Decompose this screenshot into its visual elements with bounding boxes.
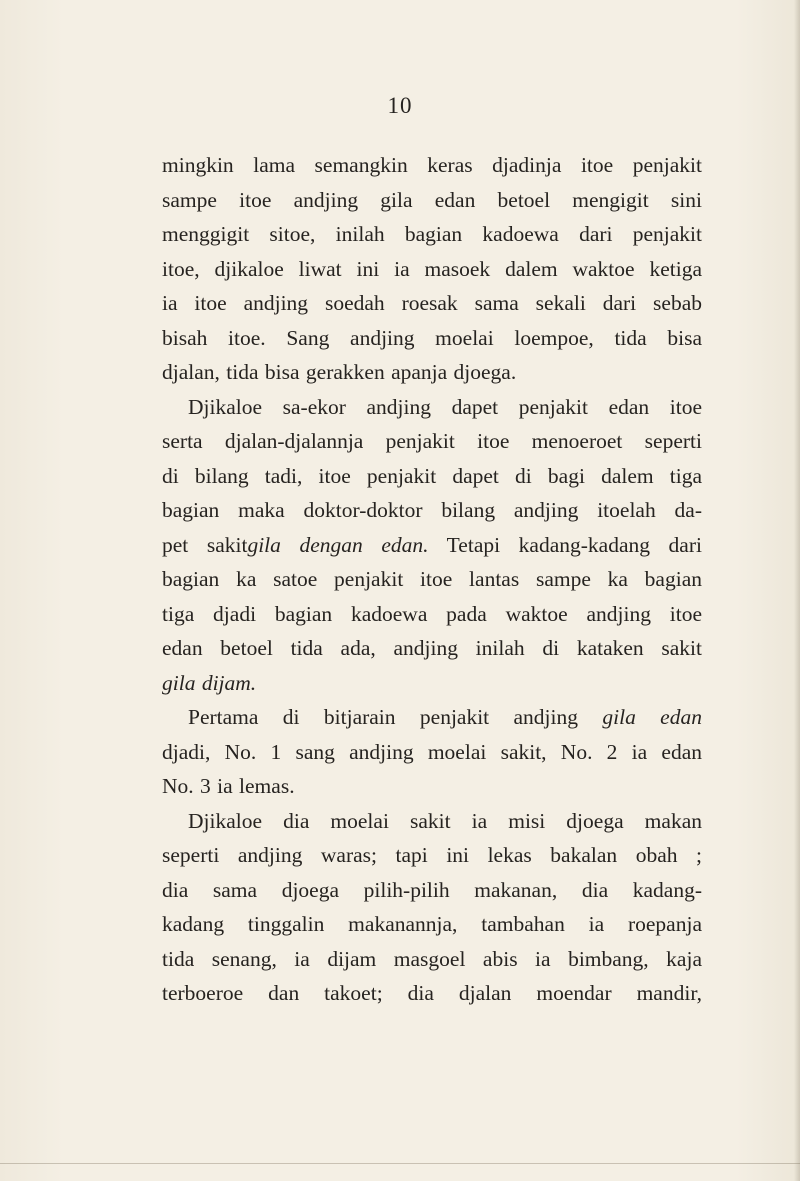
text-line [162, 459, 702, 494]
text-line [162, 700, 702, 735]
italic-text-segment: gila dengan edan. [247, 532, 429, 557]
text-segment: terboeroe dan takoet; dia djalan moendar mandir, [162, 981, 702, 1005]
text-line [162, 321, 702, 356]
page-edge-shadow [794, 0, 800, 1181]
text-segment: tiga djadi bagian kadoewa pada waktoe andjing itoe [162, 601, 702, 626]
text-segment: serta djalan-djalannja penjakit itoe menoeroet seperti [162, 429, 702, 453]
text-segment: kadang tinggalin makanannja, tambahan ia roepanja [162, 912, 702, 936]
text-line [162, 838, 702, 873]
text-segment: Djikaloe dia moelai sakit ia misi djoega makan [188, 808, 702, 833]
text-segment: bagian maka doktor-doktor bilang andjing itoelah da- [162, 498, 702, 522]
text-line [162, 493, 702, 528]
text-line [162, 597, 702, 632]
text-segment: Tetapi kadang-kadang dari [428, 532, 702, 557]
text-segment: itoe, djikaloe liwat ini ia masoek dalem waktoe ketiga [162, 256, 702, 281]
text-line [162, 976, 702, 1011]
text-line [162, 631, 702, 666]
text-segment: Pertama di bitjarain penjakit andjing [188, 705, 603, 729]
text-line [162, 942, 702, 977]
text-segment: edan betoel tida ada, andjing inilah di kataken sakit [162, 636, 702, 660]
text-line [162, 424, 702, 459]
text-line [162, 562, 702, 597]
text-line [162, 804, 702, 839]
text-line [162, 148, 702, 183]
body-text [162, 148, 702, 1011]
page-bottom-edge [0, 1163, 800, 1164]
text-segment: bisah itoe. Sang andjing moelai loempoe, tida bisa [162, 325, 702, 350]
text-line [162, 252, 702, 287]
text-segment: ia itoe andjing soedah roesak sama sekali dari sebab [162, 291, 702, 315]
text-segment: pet sakit [162, 532, 248, 557]
text-segment: di bilang tadi, itoe penjakit dapet di bagi dalem tiga [162, 463, 702, 488]
text-segment: menggigit sitoe, inilah bagian kadoewa dari penjakit [162, 222, 702, 246]
text-segment: bagian ka satoe penjakit itoe lantas sampe ka bagian [162, 567, 702, 591]
text-segment: Djikaloe sa-ekor andjing dapet penjakit edan itoe [188, 394, 702, 419]
text-line [162, 390, 702, 425]
text-line [162, 217, 702, 252]
text-line [162, 355, 702, 390]
text-line [162, 666, 702, 701]
text-segment: tida senang, ia dijam masgoel abis ia bimbang, kaja [162, 946, 702, 971]
text-line [162, 183, 702, 218]
text-segment: mingkin lama semangkin keras djadinja itoe penjakit [162, 153, 702, 177]
text-line [162, 286, 702, 321]
italic-text-segment: gila dijam. [162, 670, 257, 695]
text-segment: seperti andjing waras; tapi ini lekas bakalan obah ; [162, 843, 702, 867]
text-line [162, 907, 702, 942]
text-segment: No. 3 ia lemas. [162, 774, 295, 798]
text-segment: djalan, tida bisa gerakken apanja djoega. [162, 360, 517, 384]
page-number: 10 [387, 93, 413, 118]
text-segment: dia sama djoega pilih-pilih makanan, dia kadang- [162, 877, 702, 902]
text-line [162, 735, 702, 770]
italic-text-segment: gila edan [602, 705, 702, 729]
text-line [162, 528, 702, 563]
text-line [162, 873, 702, 908]
text-segment: sampe itoe andjing gila edan betoel mengigit sini [162, 187, 702, 212]
text-line [162, 769, 702, 804]
text-segment: djadi, No. 1 sang andjing moelai sakit, No. 2 ia edan [162, 739, 702, 764]
